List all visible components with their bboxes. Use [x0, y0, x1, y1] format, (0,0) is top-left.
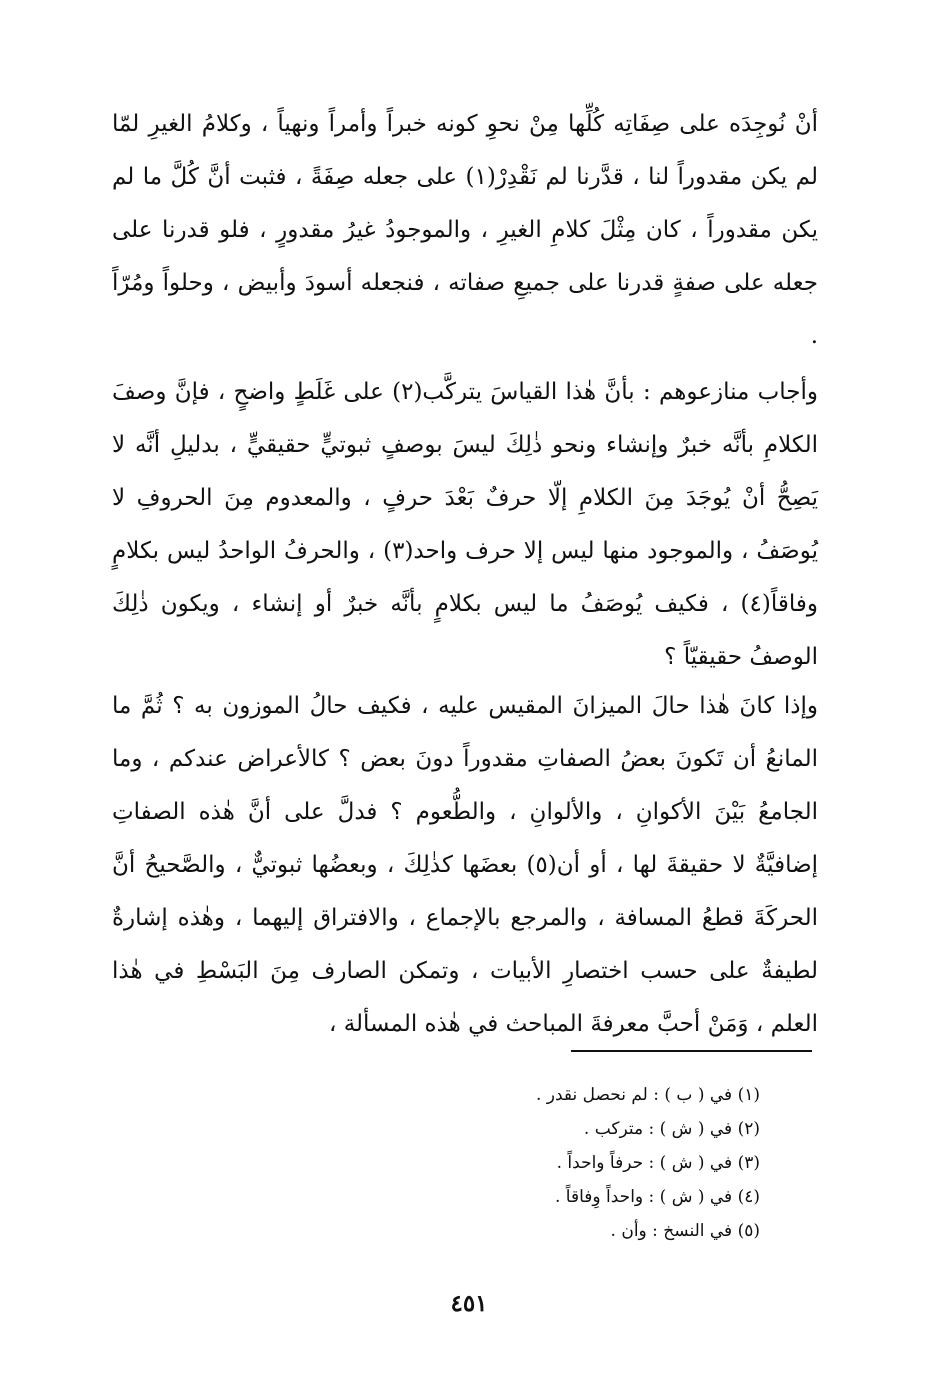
footnote: (٢) في ( ش ) : متركب . [583, 1119, 760, 1139]
footnote: (٣) في ( ش ) : حرفاً واحداً . [556, 1153, 760, 1173]
body-paragraph: وإذا كانَ هٰذا حالَ الميزانَ المقيس عليه ، فكيف حالُ الموزون به ؟ ثُمَّ ما المانعُ أن تَكونَ بعضُ الصفاتِ مقدوراً دونَ بعض ؟ كالأعراض عندكم ، وما الجامعُ بَيْنَ الأكوانِ ، والألوانِ ، والطُّعوم ؟ فدلَّ على أنَّ هٰذه الصفاتِ إضافيَّةٌ لا حقيقةَ لها ، أو أن(٥) بعضَها كذٰلِكَ ، وبعضُها ثبوتيٌّ ، والصَّحيحُ أنَّ الحركَةَ قطعُ المسافة ، والمرجع بالإجماع ، والافتراق إليهما ، وهٰذه إشارةٌ لطيفةٌ على حسب اختصارِ الأبيات ، وتمكن الصارف مِنَ البَسْطِ في هٰذا العلم ، وَمَنْ أحبَّ معرفةَ المباحث في هٰذه المسألة ، [112, 693, 818, 1037]
body-paragraph: أنْ نُوجِدَه على صِفَاتِه كُلِّها مِنْ نحوِ كونه خبراً وأمراً ونهياً ، وكلامُ الغيرِ لمّا لم يكن مقدوراً لنا ، قدَّرنا لم نَقْدِرْ(١) على جعله صِفَةً ، فثبت أنَّ كُلَّ ما لم يكن مقدوراً ، كان مِثْلَ كلامِ الغيرِ ، والموجودُ غيرُ مقدورٍ ، فلو قدرنا على جعله على صفةٍ قدرنا على جميعِ صفاته ، فنجعله أسودَ وأبيض ، وحلواً ومُرّاً . [112, 111, 819, 349]
footnote-separator [571, 1050, 812, 1052]
footnotes-list [380, 1078, 760, 1248]
footnote: (١) في ( ب ) : لم نحصل نقدر . [535, 1085, 760, 1105]
body-paragraph: وأجاب منازعوهم : بأنَّ هٰذا القياسَ يتركَّب(٢) على غَلَطٍ واضحٍ ، فإنَّ وصفَ الكلامِ بأنَّه خبرٌ وإنشاء ونحو ذٰلِكَ ليسَ بوصفٍ ثبوتيٍّ حقيقيٍّ ، بدليلِ أنَّه لا يَصِحُّ أنْ يُوجَدَ مِنَ الكلامِ إلّا حرفٌ بَعْدَ حرفٍ ، والمعدوم مِنَ الحروفِ لا يُوصَفُ ، والموجود منها ليس إلا حرف واحد(٣) ، والحرفُ الواحدُ ليس بكلامٍ وفاقاً(٤) ، فكيف يُوصَفُ ما ليس بكلامٍ بأنَّه خبرٌ أو إنشاء ، ويكون ذٰلِكَ الوصفُ حقيقيّاً ؟ [112, 379, 818, 670]
page-number: ٤٥١ [450, 1290, 488, 1317]
footnote: (٤) في ( ش ) : واحداً وِفاقاً . [555, 1187, 760, 1207]
footnote: (٥) في النسخ : وأن . [610, 1221, 760, 1241]
